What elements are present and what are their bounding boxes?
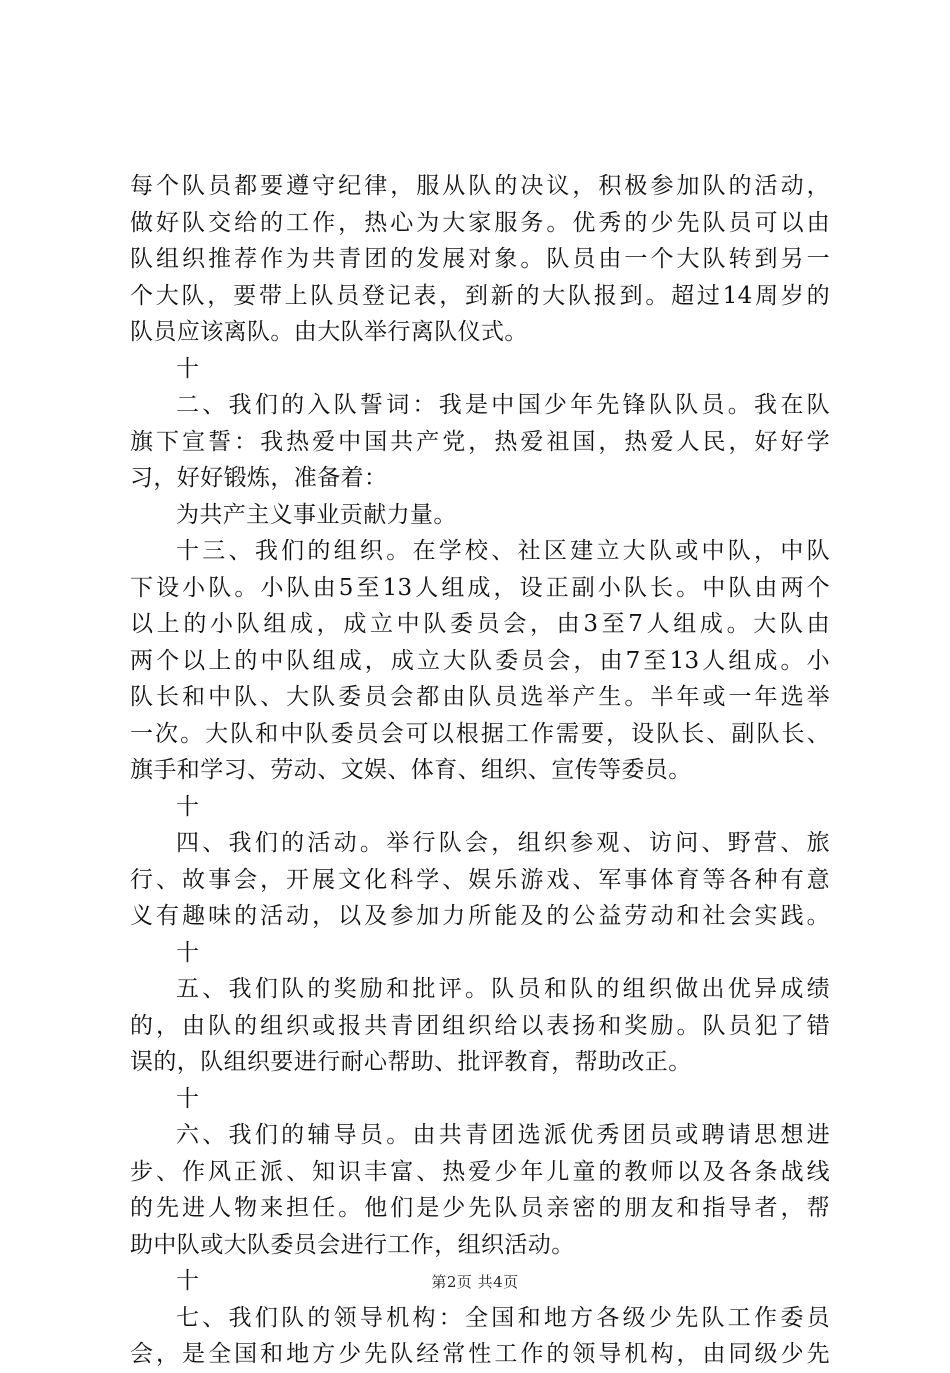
text-line: 十 (176, 1085, 200, 1112)
text-line: 习，好好锻炼，准备着： (130, 465, 388, 491)
text-line: 一次。大队和中队委员会可以根据工作需要，设队长、副队长、 (130, 720, 830, 747)
text-line: 做好队交给的工作，热心为大家服务。优秀的少先队员可以由 (130, 209, 830, 236)
text-line: 助中队或大队委员会进行工作，组织活动。 (130, 1231, 575, 1258)
text-line: 的，由队的组织或报共青团组织给以表扬和奖励。队员犯了错 (130, 1012, 830, 1039)
text-line: 旗下宣誓：我热爱中国共产党，热爱祖国，热爱人民，好好学 (130, 428, 830, 455)
text-line: 十 (176, 793, 200, 820)
text-line: 队员应该离队。由大队举行离队仪式。 (130, 319, 528, 345)
text-line: 行、故事会，开展文化科学、娱乐游戏、军事体育等各种有意 (130, 866, 830, 893)
text-line: 十三、我们的组织。在学校、社区建立大队或中队，中队 (176, 538, 830, 564)
text-line: 为共产主义事业贡献力量。 (176, 501, 457, 528)
text-line: 两个以上的中队组成，成立大队委员会，由7至13人组成。小 (130, 647, 830, 674)
text-line: 下设小队。小队由5至13人组成，设正副小队长。中队由两个 (130, 574, 830, 601)
text-line: 五、我们队的奖励和批评。队员和队的组织做出优异成绩 (176, 976, 830, 1002)
text-line: 十 (176, 355, 200, 382)
text-line: 每个队员都要遵守纪律，服从队的决议，积极参加队的活动， (130, 173, 830, 199)
text-line: 步、作风正派、知识丰富、热爱少年儿童的教师以及各条战线 (130, 1158, 830, 1185)
text-line: 会，是全国和地方少先队经常性工作的领导机构，由同级少先 (130, 1341, 830, 1367)
document-body (130, 168, 830, 1373)
text-line: 四、我们的活动。举行队会，组织参观、访问、野营、旅 (176, 830, 830, 856)
text-line: 误的，队组织要进行耐心帮助、批评教育，帮助改正。 (130, 1049, 692, 1075)
text-line: 旗手和学习、劳动、文娱、体育、组织、宣传等委员。 (130, 757, 692, 783)
text-line: 以上的小队组成，成立中队委员会，由3至7人组成。大队由 (130, 611, 830, 637)
page-footer: 第2页 共4页 (431, 1273, 519, 1291)
text-line: 队组织推荐作为共青团的发展对象。队员由一个大队转到另一 (130, 246, 830, 272)
text-line: 六、我们的辅导员。由共青团选派优秀团员或聘请思想进 (176, 1122, 830, 1148)
text-line: 二、我们的入队誓词：我是中国少年先锋队队员。我在队 (176, 392, 830, 418)
text-line: 队长和中队、大队委员会都由队员选举产生。半年或一年选举 (130, 684, 830, 710)
text-line: 的先进人物来担任。他们是少先队员亲密的朋友和指导者，帮 (130, 1195, 830, 1221)
text-line: 十 (176, 939, 200, 966)
text-line: 义有趣味的活动，以及参加力所能及的公益劳动和社会实践。 (130, 903, 830, 929)
text-line: 十 (176, 1268, 200, 1294)
text-line: 七、我们队的领导机构：全国和地方各级少先队工作委员 (176, 1304, 830, 1331)
text-line: 个大队，要带上队员登记表，到新的大队报到。超过14周岁的 (130, 282, 830, 309)
